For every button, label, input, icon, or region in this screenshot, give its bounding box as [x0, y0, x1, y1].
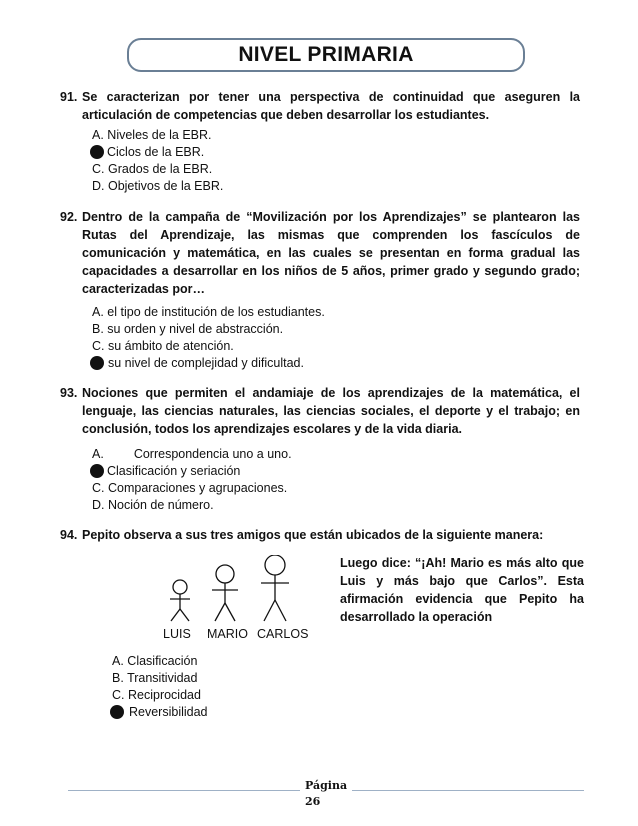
options-94	[112, 653, 208, 721]
option-a[interactable]	[92, 304, 325, 321]
options-91	[92, 127, 223, 195]
option-text: Ciclos de la EBR.	[107, 145, 205, 159]
selected-answer-dot-icon	[90, 145, 104, 159]
question-text: Nociones que permiten el andamiaje de los aprendizajes de la matemática, el lenguaje, las ciencias naturales, las ciencias sociales, el deporte y el trabajo; en conclusión, todos los aprendizajes escolares y de la vida diaria.	[82, 386, 580, 436]
option-text: el tipo de institución de los estudiantes.	[107, 305, 325, 319]
option-d[interactable]	[92, 178, 223, 195]
option-letter: D.	[92, 498, 105, 512]
option-text: Correspondencia uno a uno.	[133, 447, 292, 461]
label-luis: LUIS	[163, 627, 191, 641]
question-94	[60, 526, 580, 544]
option-a[interactable]	[92, 127, 223, 144]
option-letter: A.	[92, 447, 104, 461]
option-letter: C.	[92, 339, 105, 353]
option-letter: A.	[92, 128, 104, 142]
option-text: Noción de número.	[107, 498, 214, 512]
question-93	[60, 384, 580, 438]
option-text: Clasificación	[127, 654, 198, 668]
options-93	[92, 446, 292, 514]
question-text: Se caracterizan por tener una perspectiva de continuidad que aseguren la articulación de competencias que deben desarrollar los estudiantes.	[82, 90, 580, 122]
options-92	[92, 304, 325, 372]
footer-divider-left	[68, 790, 300, 791]
option-c[interactable]	[92, 161, 223, 178]
option-b-selected[interactable]	[92, 463, 292, 480]
option-text: Reversibilidad	[129, 705, 208, 719]
option-b[interactable]	[92, 321, 325, 338]
selected-answer-dot-icon	[110, 705, 124, 719]
option-text: Niveles de la EBR.	[107, 128, 212, 142]
page-number	[305, 778, 347, 810]
option-b-selected[interactable]	[92, 144, 223, 161]
page-number-value: 26	[305, 795, 321, 808]
header-banner	[127, 38, 525, 72]
mario-figure-icon	[212, 565, 238, 621]
option-c[interactable]	[92, 338, 325, 355]
option-a[interactable]	[92, 446, 292, 463]
question-92	[60, 208, 580, 298]
selected-answer-dot-icon	[90, 356, 104, 370]
option-text: Clasificación y seriación	[107, 464, 241, 478]
option-text: su orden y nivel de abstracción.	[107, 322, 284, 336]
carlos-figure-icon	[261, 555, 289, 621]
option-text: Transitividad	[127, 671, 198, 685]
option-d-selected[interactable]	[92, 355, 325, 372]
option-text: Grados de la EBR.	[107, 162, 213, 176]
option-letter: B.	[92, 322, 104, 336]
option-text: Reciprocidad	[127, 688, 201, 702]
question-text: Pepito observa a sus tres amigos que están ubicados de la siguiente manera:	[82, 528, 544, 542]
page-label: Página	[305, 779, 348, 792]
option-a[interactable]	[112, 653, 208, 670]
option-letter: C.	[92, 481, 105, 495]
option-c[interactable]	[92, 480, 292, 497]
question-number: 92.	[60, 210, 78, 224]
option-d[interactable]	[92, 497, 292, 514]
option-text: Objetivos de la EBR.	[107, 179, 224, 193]
selected-answer-dot-icon	[90, 464, 104, 478]
question-91	[60, 88, 580, 124]
question-number: 94.	[60, 528, 78, 542]
option-b[interactable]	[112, 670, 208, 687]
question-number: 93.	[60, 386, 78, 400]
question-94-note: Luego dice: “¡Ah! Mario es más alto que Luis y más bajo que Carlos”. Esta afirmación evidencia que Pepito ha desarrollado la operación	[340, 556, 584, 624]
option-letter: C.	[112, 688, 125, 702]
option-text: su ámbito de atención.	[107, 339, 234, 353]
label-mario: MARIO	[207, 627, 248, 641]
question-text: Dentro de la campaña de “Movilización por los Aprendizajes” se plantearon las Rutas del Aprendizaje, las mismas que comprenden los fascículos de comunicación y matemática, en las cuales se presentan en forma gradual las capacidades a desarrollar en los niños de 5 años, primer grado y segundo grado; caracterizadas por…	[82, 210, 580, 296]
label-carlos: CARLOS	[257, 627, 309, 641]
footer-divider-right	[352, 790, 584, 791]
option-letter: B.	[112, 671, 124, 685]
option-letter: A.	[92, 305, 104, 319]
luis-figure-icon	[170, 580, 190, 621]
page-title: NIVEL PRIMARIA	[238, 43, 414, 66]
option-letter: C.	[92, 162, 105, 176]
option-text: su nivel de complejidad y dificultad.	[108, 356, 304, 370]
option-letter: A.	[112, 654, 124, 668]
option-c[interactable]	[112, 687, 208, 704]
option-letter: D.	[92, 179, 105, 193]
question-number: 91.	[60, 90, 78, 104]
option-d-selected[interactable]	[112, 704, 208, 721]
option-text: Comparaciones y agrupaciones.	[107, 481, 288, 495]
